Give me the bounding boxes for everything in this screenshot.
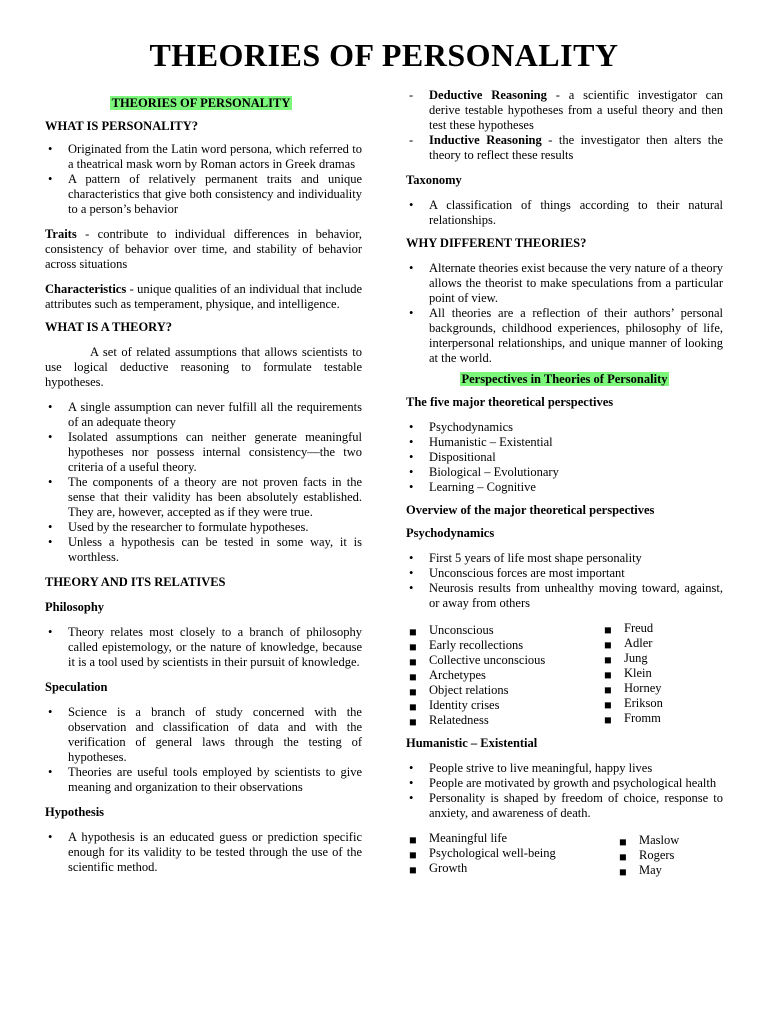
reasoning-list (406, 88, 723, 163)
theorist-list (616, 833, 723, 878)
subheading-humanistic: Humanistic – Existential (406, 736, 538, 750)
highlighted-heading: THEORIES OF PERSONALITY (111, 96, 291, 110)
list-item: ■ Freud (604, 621, 654, 637)
list-item: ■ Unconscious (409, 623, 494, 639)
humanistic-concepts-theorists (406, 831, 723, 878)
list-item: • First 5 years of life most shape personality (409, 551, 642, 565)
philosophy-list (45, 625, 362, 670)
right-column (406, 88, 723, 878)
list-item: • Dispositional (409, 450, 496, 464)
personality-list (45, 142, 362, 217)
subheading-hypothesis: Hypothesis (45, 805, 105, 819)
list-item: • Neurosis results from unhealthy moving toward, against, or away from others (409, 581, 723, 610)
list-item: ■ Rogers (619, 848, 675, 864)
list-item: ■ Object relations (409, 683, 509, 699)
list-item: • Science is a branch of study concerned with the observation and classification of data and with the verification of general laws through the testing of hypotheses. (48, 705, 362, 764)
list-item: - Inductive Reasoning - the investigator then alters the theory to reflect these results (409, 133, 723, 162)
traits-paragraph: Traits - contribute to individual differences in behavior, consistency of behavior over time, and stability of behavior across situations (45, 227, 362, 271)
list-item: • Theories are useful tools employed by scientists to give meaning and organization to their observations (48, 765, 362, 794)
subheading-overview: Overview of the major theoretical perspectives (406, 503, 655, 517)
list-item: ■ Psychological well-being (409, 846, 556, 862)
list-item: - Deductive Reasoning - a scientific investigator can derive testable hypotheses from a useful theory and then test these hypotheses (409, 88, 723, 132)
list-item: • A pattern of relatively permanent traits and unique characteristics that give both consistency and individuality to a person’s behavior (48, 172, 362, 216)
taxonomy-list (406, 198, 723, 228)
list-item: • Isolated assumptions can neither generate meaningful hypotheses nor possess internal consistency—the two criteria of a useful theory. (48, 430, 362, 474)
list-item: • Used by the researcher to formulate hypotheses. (48, 520, 309, 534)
list-item: • Psychodynamics (409, 420, 514, 434)
list-item: • People are motivated by growth and psychological health (409, 776, 717, 790)
list-item: • People strive to live meaningful, happy lives (409, 761, 653, 775)
characteristics-paragraph: Characteristics - unique qualities of an individual that include attributes such as temperament, physique, and intelligence. (45, 282, 362, 311)
list-item: ■ Archetypes (409, 668, 486, 684)
list-item: • A hypothesis is an educated guess or prediction specific enough for its validity to be tested through the use of the scientific method. (48, 830, 362, 874)
list-item: ■ Identity crises (409, 698, 500, 714)
list-item: ■ May (619, 863, 662, 879)
list-item: ■ Growth (409, 861, 468, 877)
psychodynamics-concepts-theorists (406, 621, 723, 728)
list-item: ■ Klein (604, 666, 652, 682)
speculation-list (45, 705, 362, 795)
section-heading-theory: WHAT IS A THEORY? (45, 320, 173, 334)
section-heading-why: WHY DIFFERENT THEORIES? (406, 236, 587, 250)
theory-definition: A set of related assumptions that allows scientists to use logical deductive reasoning to formulate testable hypotheses. (45, 345, 362, 389)
list-item: • Humanistic – Existential (409, 435, 553, 449)
list-item: ■ Relatedness (409, 713, 489, 729)
list-item: • Unless a hypothesis can be tested in some way, it is worthless. (48, 535, 362, 564)
list-item: • All theories are a reflection of their authors’ personal backgrounds, childhood experiences, philosophy of life, interpersonal relationships, and unique manner of looking at the world. (409, 306, 723, 365)
list-item: ■ Jung (604, 651, 648, 667)
theorist-list (601, 621, 723, 728)
list-item: ■ Collective unconscious (409, 653, 546, 669)
list-item: • A single assumption can never fulfill all the requirements of an adequate theory (48, 400, 362, 429)
why-list (406, 261, 723, 366)
list-item: • Unconscious forces are most important (409, 566, 625, 580)
list-item: • Originated from the Latin word persona, which referred to a theatrical mask worn by Roman actors in Greek dramas (48, 142, 362, 171)
list-item: ■ Maslow (619, 833, 680, 849)
left-column (45, 88, 362, 875)
list-item: ■ Adler (604, 636, 653, 652)
subheading-taxonomy: Taxonomy (406, 173, 462, 187)
five-perspectives-list (406, 420, 723, 495)
subheading-five-major: The five major theoretical perspectives (406, 395, 614, 409)
section-heading-personality: WHAT IS PERSONALITY? (45, 119, 199, 133)
humanistic-list (406, 761, 723, 821)
list-item: • Theory relates most closely to a branch of philosophy called epistemology, or the nature of knowledge, because it is a tool used by scientists in their pursuit of knowledge. (48, 625, 362, 669)
list-item: • A classification of things according to their natural relationships. (409, 198, 723, 227)
list-item: • The components of a theory are not proven facts in the sense that their validity has been absolutely established. They are, however, accepted as if they were true. (48, 475, 362, 519)
list-item: ■ Horney (604, 681, 662, 697)
list-item: • Learning – Cognitive (409, 480, 536, 494)
page-title: THEORIES OF PERSONALITY (149, 37, 619, 73)
section-heading-relatives: THEORY AND ITS RELATIVES (45, 575, 226, 589)
list-item: ■ Meaningful life (409, 831, 508, 847)
psychodynamics-list (406, 551, 723, 611)
list-item: • Biological – Evolutionary (409, 465, 559, 479)
list-item: ■ Erikson (604, 696, 663, 712)
list-item: ■ Fromm (604, 711, 661, 727)
subheading-psychodynamics: Psychodynamics (406, 526, 495, 540)
concept-list (406, 623, 601, 728)
list-item: ■ Early recollections (409, 638, 524, 654)
subheading-philosophy: Philosophy (45, 600, 105, 614)
theory-list (45, 400, 362, 565)
highlighted-perspectives-heading: Perspectives in Theories of Personality (461, 372, 668, 386)
list-item: • Alternate theories exist because the very nature of a theory allows the theorist to make speculations from a particular point of view. (409, 261, 723, 305)
list-item: • Personality is shaped by freedom of choice, response to anxiety, and awareness of death. (409, 791, 723, 820)
concept-list (406, 831, 616, 878)
hypothesis-list (45, 830, 362, 875)
subheading-speculation: Speculation (45, 680, 108, 694)
